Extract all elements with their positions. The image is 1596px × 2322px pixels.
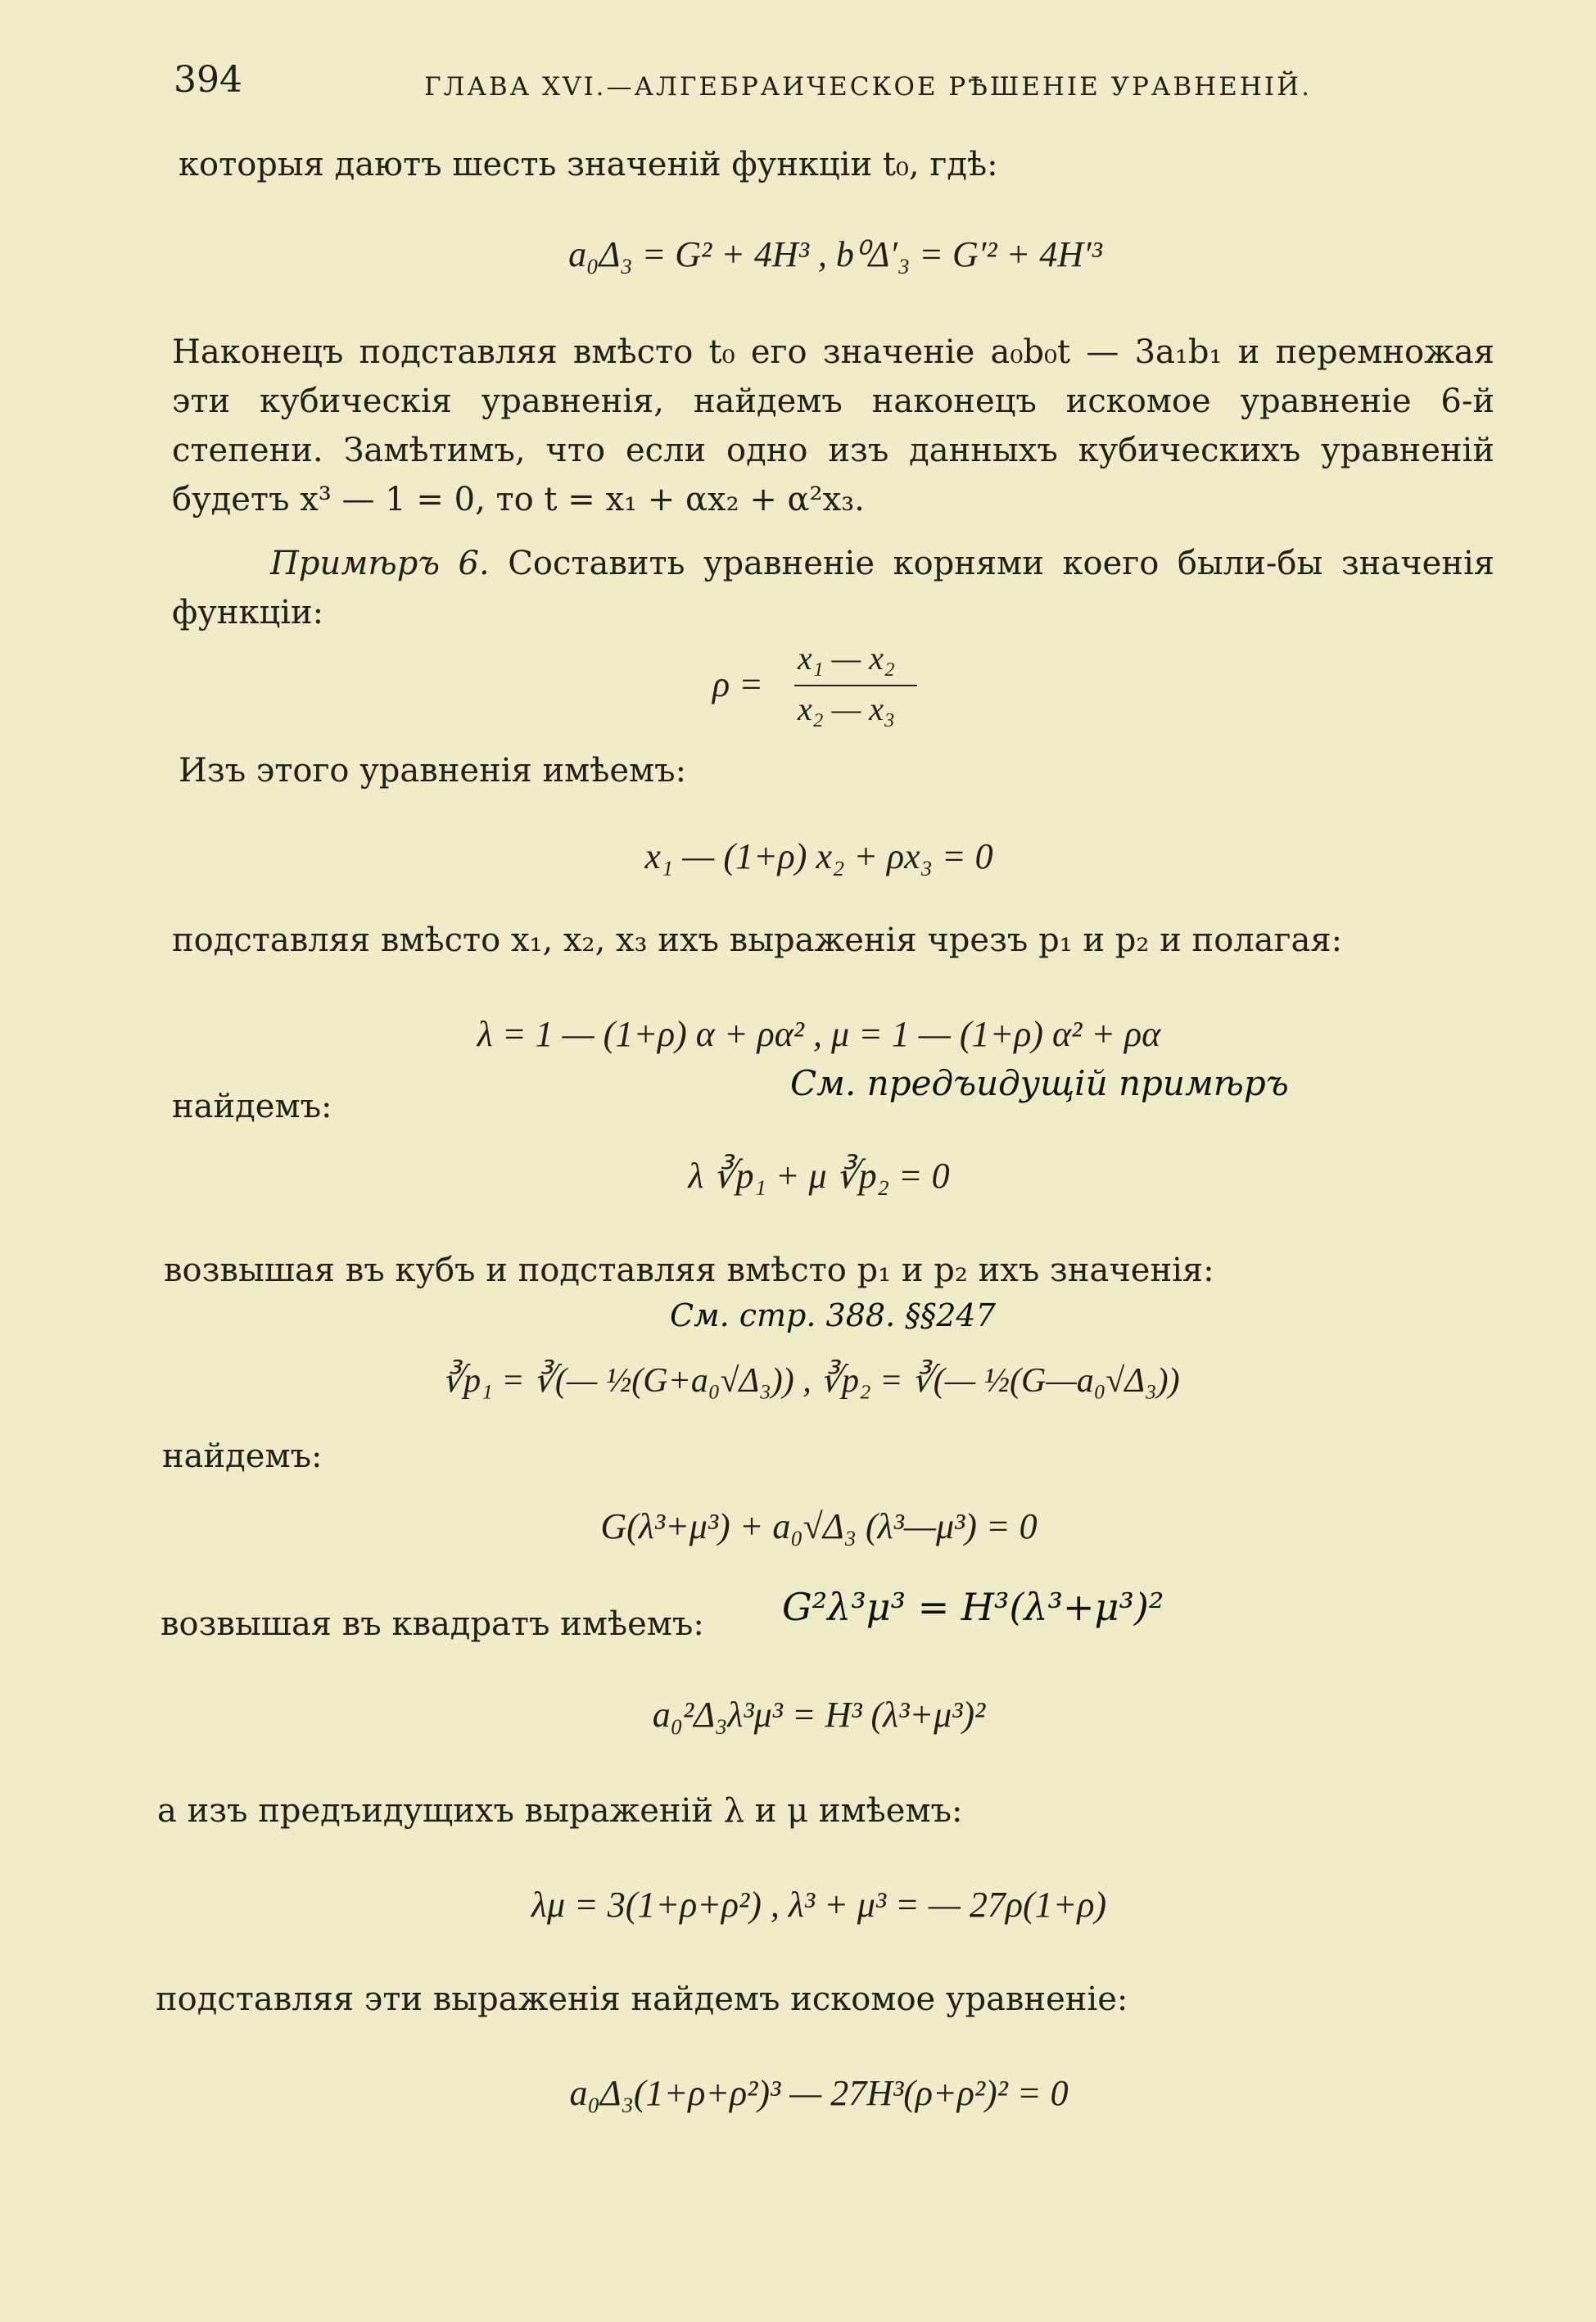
formula-linear-relation: x₁ — (1+ρ) x₂ + ρx₃ = 0 (644, 836, 993, 876)
running-head: ГЛАВА XVI.—АЛГЕБРАИЧЕСКОЕ РѢШЕНІЕ УРАВНЕНІЙ. (424, 72, 1312, 102)
formula-root-values: ∛p₁ = ∛(— ½(G+a₀√Δ₃)) , ∛p₂ = ∛(— ½(G—a₀√Δ₃)) (441, 1362, 1180, 1400)
formula-lambda-mu-products: λμ = 3(1+ρ+ρ²) , λ³ + μ³ = — 27ρ(1+ρ) (531, 1885, 1107, 1925)
paragraph-intro: которыя даютъ шесть значеній функціи t₀, гдѣ: (179, 146, 998, 183)
paragraph-substituting: подставляя вмѣсто x₁, x₂, x₃ ихъ выраженія чрезъ p₁ и p₂ и полагая: (172, 921, 1343, 959)
paragraph-final: подставляя эти выраженія найдемъ искомое уравненіе: (156, 1980, 1128, 2018)
handwritten-note-previous-example: См. предъидущій примѣръ (790, 1063, 1289, 1103)
paragraph-previous-expressions: а изъ предъидущихъ выраженій λ и μ имѣемъ: (157, 1792, 963, 1830)
paragraph-we-find-2: найдемъ: (162, 1437, 323, 1475)
example-label: Примѣръ 6. (270, 545, 490, 582)
handwritten-note-page-ref: См. стр. 388. §§247 (670, 1297, 996, 1333)
fraction-bar (794, 685, 917, 686)
paragraph-squaring: возвышая въ квадратъ имѣемъ: (161, 1605, 704, 1643)
formula-cube-roots: λ ∛p₁ + μ ∛p₂ = 0 (688, 1156, 950, 1196)
formula-rho (712, 639, 942, 737)
formula-discriminants: a₀Δ₃ = G² + 4H³ , b⁰Δ′₃ = G′² + 4H′³ (568, 234, 1102, 274)
paragraph-we-find-1: найдемъ: (172, 1088, 332, 1125)
formula-g-equation: G(λ³+μ³) + a₀√Δ₃ (λ³—μ³) = 0 (600, 1506, 1038, 1546)
rho-denominator: x₂ — x₃ (798, 690, 895, 727)
paragraph-cubing: возвышая въ кубъ и подставляя вмѣсто p₁ и p₂ ихъ значенія: (164, 1252, 1214, 1289)
paragraph-from-equation: Изъ этого уравненія имѣемъ: (179, 752, 687, 790)
page-number: 394 (174, 59, 242, 101)
paragraph-substitution: Наконецъ подставляя вмѣсто t₀ его значеніе a₀b₀t — 3a₁b₁ и перемножая эти кубическія уравненія, найдемъ наконецъ искомое уравненіе 6-й степени. Замѣтимъ, что если одно изъ данныхъ кубическихъ уравненій будетъ x³ — 1 = 0, то t = x₁ + αx₂ + α²x₃. (172, 333, 1494, 518)
handwritten-note-squared: G²λ³μ³ = H³(λ³+μ³)² (782, 1585, 1164, 1629)
formula-lambda-mu: λ = 1 — (1+ρ) α + ρα² , μ = 1 — (1+ρ) α² + ρα (477, 1014, 1161, 1054)
formula-squared-result: a₀²Δ₃λ³μ³ = H³ (λ³+μ³)² (652, 1695, 986, 1735)
rho-numerator: x₁ — x₂ (798, 640, 895, 677)
paragraph-example-6 (172, 539, 1494, 637)
rho-lhs: ρ = (712, 664, 763, 704)
example-text: Составить уравненіе корнями коего были-бы значенія функціи: (172, 545, 1494, 631)
formula-final-equation: a₀Δ₃(1+ρ+ρ²)³ — 27H³(ρ+ρ²)² = 0 (569, 2073, 1069, 2113)
